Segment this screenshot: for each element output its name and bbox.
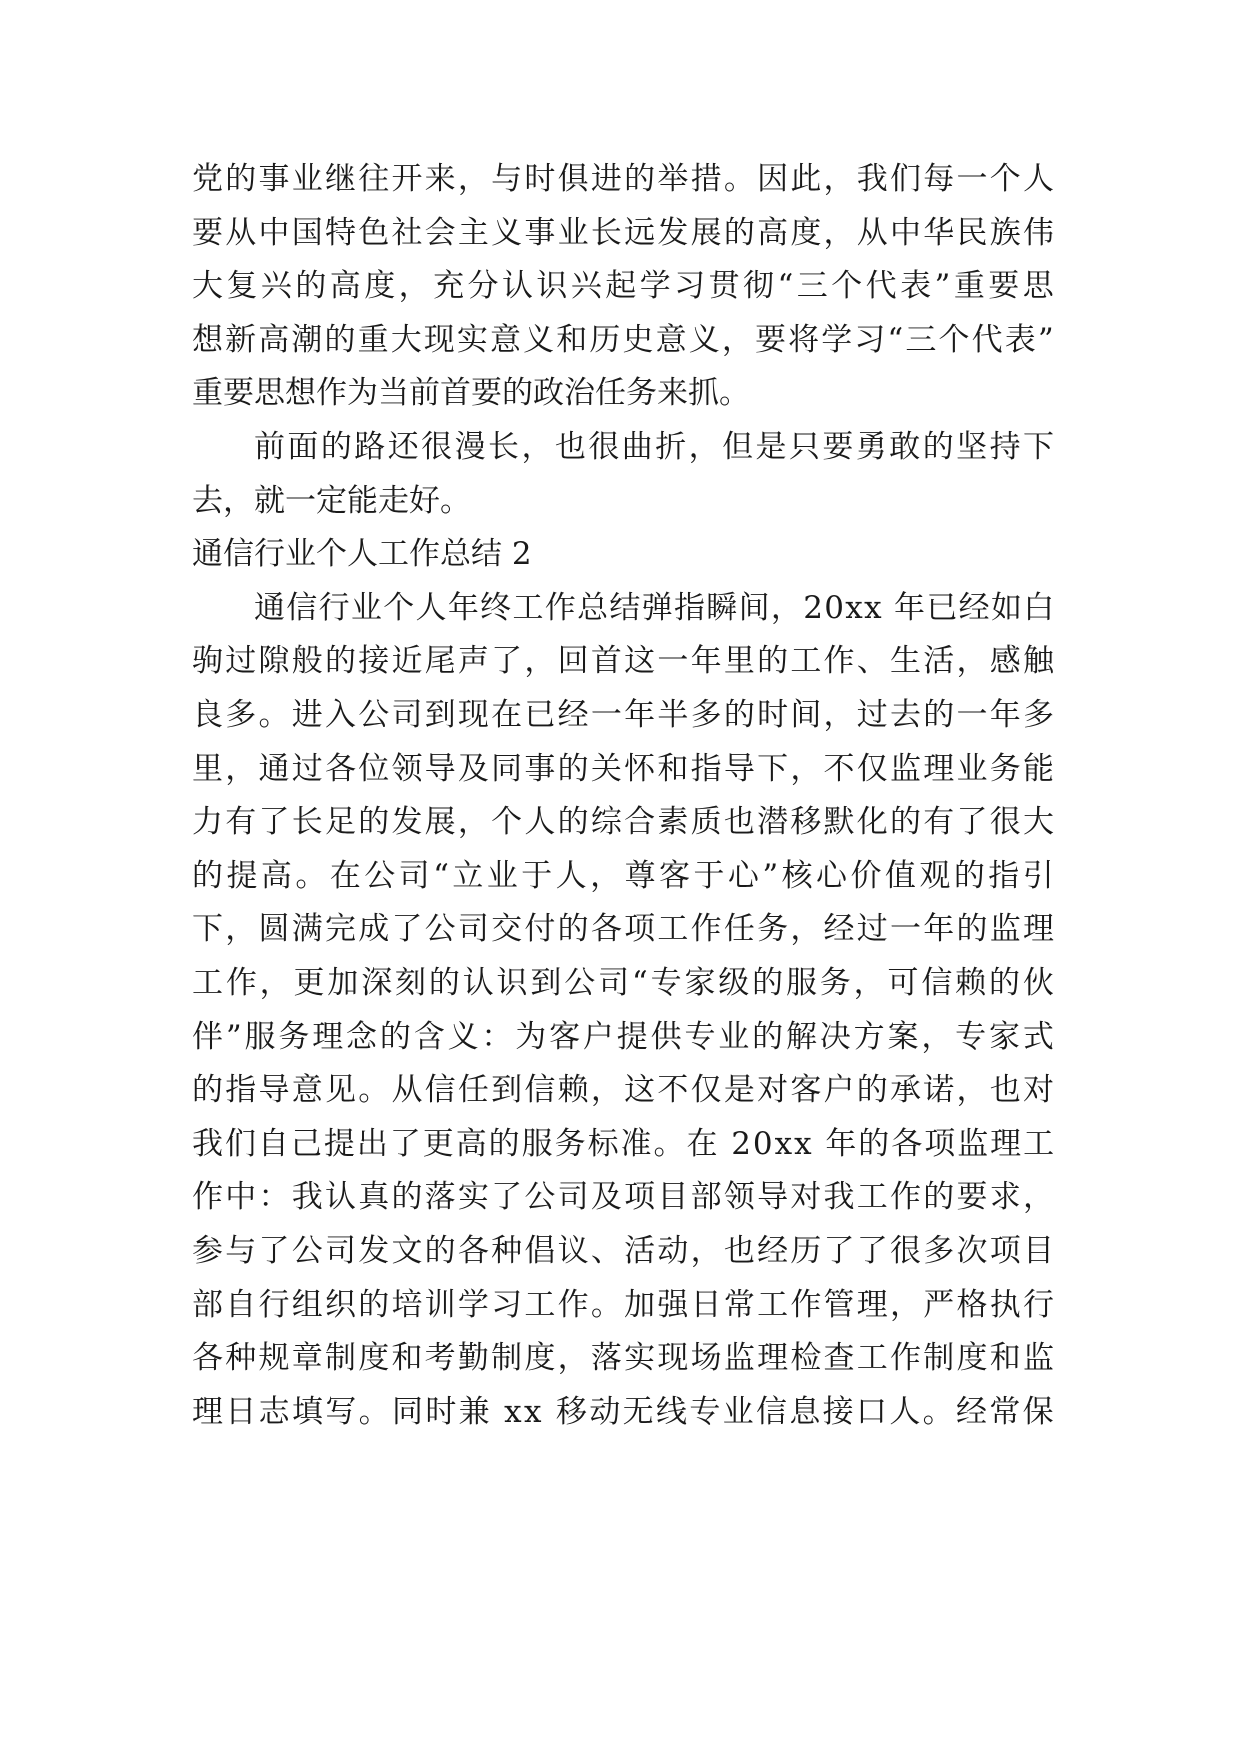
text-line: 要从中国特色社会主义事业长远发展的高度，从中华民族伟: [192, 214, 1057, 251]
text-line: 力有了长足的发展，个人的综合素质也潜移默化的有了很大: [192, 804, 1057, 841]
text-line: 良多。进入公司到现在已经一年半多的时间，过去的一年多: [192, 697, 1057, 733]
paragraph-first-line: 通信行业个人年终工作总结弹指瞬间，20xx 年已经如白: [254, 589, 1056, 626]
text-line: 的提高。在公司“立业于人，尊客于心”核心价值观的指引: [192, 857, 1058, 894]
text-line: 工作，更加深刻的认识到公司“专家级的服务，可信赖的伙: [192, 965, 1057, 1001]
text-line: 的指导意见。从信任到信赖，这不仅是对客户的承诺，也对: [192, 1072, 1057, 1109]
text-line: 伴”服务理念的含义：为客户提供专业的解决方案，专家式: [192, 1018, 1057, 1055]
text-line: 去，就一定能走好。: [192, 482, 471, 519]
text-line: 参与了公司发文的各种倡议、活动，也经历了了很多次项目: [192, 1233, 1057, 1269]
text-line: 作中：我认真的落实了公司及项目部领导对我工作的要求，: [192, 1179, 1057, 1216]
text-line: 我们自己提出了更高的服务标准。在 20xx 年的各项监理工: [192, 1125, 1057, 1162]
text-line: 部自行组织的培训学习工作。加强日常工作管理，严格执行: [192, 1286, 1057, 1323]
text-line: 重要思想作为当前首要的政治任务来抓。: [192, 375, 750, 412]
section-heading: 通信行业个人工作总结 2: [192, 536, 532, 573]
text-line: 大复兴的高度，充分认识兴起学习贯彻“三个代表”重要思: [192, 268, 1058, 305]
text-line: 驹过隙般的接近尾声了，回首这一年里的工作、生活，感触: [192, 643, 1057, 680]
text-line: 下，圆满完成了公司交付的各项工作任务，经过一年的监理: [192, 911, 1057, 948]
text-line: 理日志填写。同时兼 xx 移动无线专业信息接口人。经常保: [192, 1393, 1057, 1430]
text-line: 各种规章制度和考勤制度，落实现场监理检查工作制度和监: [192, 1340, 1057, 1377]
text-line: 想新高潮的重大现实意义和历史意义，要将学习“三个代表”: [192, 321, 1056, 358]
text-line: 里，通过各位领导及同事的关怀和指导下，不仅监理业务能: [192, 750, 1057, 787]
text-line: 党的事业继往开来，与时俱进的举措。因此，我们每一个人: [192, 161, 1057, 197]
paragraph-first-line: 前面的路还很漫长，也很曲折，但是只要勇敢的坚持下: [254, 429, 1057, 465]
